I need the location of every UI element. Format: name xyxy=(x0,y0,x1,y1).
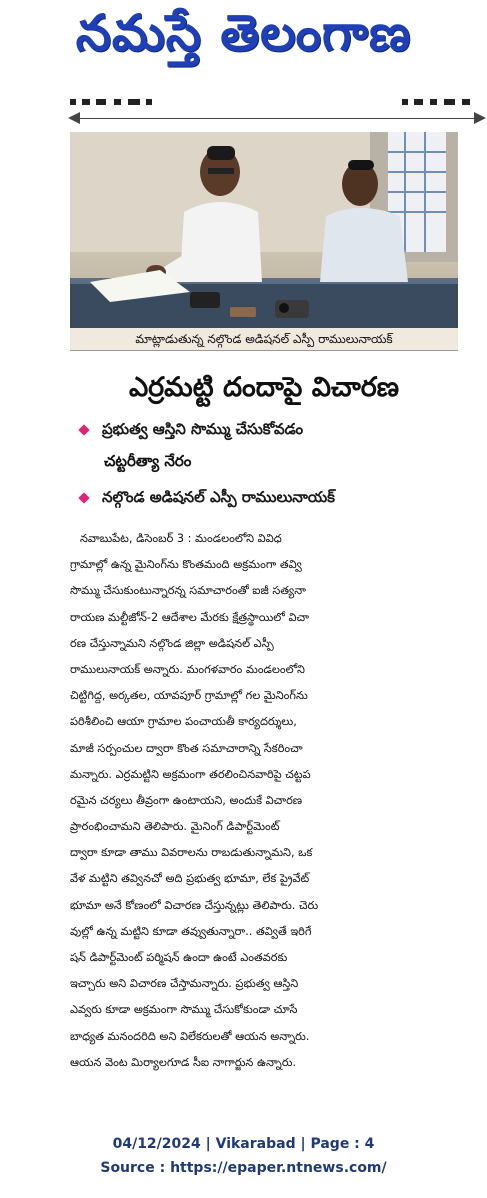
body-line: ప్రారంభించామని తెలిపారు. మైనింగ్ డిపార్ట్‌మెంట్ xyxy=(70,820,280,834)
body-line: ఎవ్వరు కూడా అక్రమంగా సొమ్ము చేసుకోకుండా చూసే xyxy=(70,1003,298,1017)
dateline: 04/12/2024 | Vikarabad | Page : 4 xyxy=(112,1136,375,1152)
body-line: రమైన చర్యలు తీవ్రంగా ఉంటాయని, అందుకే విచారణ xyxy=(70,793,303,807)
body-line: చిట్టిగిద్ద, అర్కతల, యావపూర్ గ్రామాల్లో గల మైనింగ్‌ను xyxy=(70,689,308,703)
subhead-bullet-1-continuation: చట్టరీత్యా నేరం xyxy=(104,452,192,470)
diamond-bullet-icon xyxy=(78,492,89,503)
body-line: నవాబుపేట, డిసెంబర్ 3 : మండలంలోని వివిధ xyxy=(80,532,282,545)
body-line: రాములునాయక్ అన్నారు. మంగళవారం మండలంలోని xyxy=(70,662,305,676)
subhead-bullet-1 xyxy=(80,420,470,442)
article-headline: ఎర్రమట్టి దందాపై విచారణ xyxy=(128,372,400,403)
body-line: వుల్లో ఉన్న మట్టిని కూడా తవ్వుతున్నారా.. తవ్వితే ఇరిగే xyxy=(70,924,312,938)
subhead-text: నల్గొండ అడిషనల్ ఎస్పీ రాములునాయక్ xyxy=(102,488,335,506)
body-line: బాధ్యత మనందరిది అని విలేకరులతో ఆయన అన్నారు. xyxy=(70,1029,310,1043)
footer xyxy=(0,1132,487,1180)
arrow-left-icon xyxy=(68,112,80,124)
body-line: షన్ డిపార్ట్‌మెంట్ పర్మిషన్ ఉందా ఉంటే ఎంతవరకు xyxy=(70,951,288,964)
photo-caption: మాట్లాడుతున్న నల్గొండ అడిషనల్ ఎస్పీ రాములునాయక్ xyxy=(70,328,458,351)
photo-illustration xyxy=(70,132,458,328)
column-rule xyxy=(70,118,482,119)
diamond-bullet-icon xyxy=(78,424,89,435)
newspaper-title: నమస్తే తెలంగాణ xyxy=(75,3,412,62)
torn-text-edge xyxy=(66,95,486,107)
body-line: పరిశీలించి ఆయా గ్రామాల పంచాయతీ కార్యదర్శులు, xyxy=(70,715,297,729)
source-line: Source : https://epaper.ntnews.com/ xyxy=(100,1160,387,1176)
body-line: భూమా అనే కోణంలో విచారణ చేస్తున్నట్లు తెలిపారు. చెరు xyxy=(70,898,319,912)
body-line: మాజీ సర్పంచుల ద్వారా కొంత సమాచారాన్ని సేకరించా xyxy=(70,741,303,755)
body-line: సొమ్ము చేసుకుంటున్నారన్న సమాచారంతో ఐజీ సత్యనా xyxy=(70,584,306,598)
article-body xyxy=(70,526,458,1076)
news-photo xyxy=(70,132,458,328)
masthead xyxy=(0,0,487,78)
body-line: మన్నారు. ఎర్రమట్టిని అక్రమంగా తరలించినవారిపై చట్టప xyxy=(70,767,311,781)
clipping-top-edge xyxy=(66,92,486,104)
body-line: ద్వారా కూడా తాము వివరాలను రాబడుతున్నామని, ఒక xyxy=(70,846,313,860)
body-line: ఆయన వెంట మిర్యాలగూడ సీఐ నాగార్జున ఉన్నారు. xyxy=(70,1055,297,1069)
body-line: ఇచ్చారు అని విచారణ చేస్తామన్నారు. ప్రభుత్వ ఆస్తిని xyxy=(70,977,299,991)
body-line: రాయణ మల్టీజోన్-2 ఆదేశాల మేరకు క్షేత్రస్థాయిలో విచా xyxy=(70,610,309,624)
subhead-text: ప్రభుత్వ ఆస్తిని సొమ్ము చేసుకోవడం xyxy=(102,420,304,438)
body-line: వేళ మట్టిని తవ్వినచో అది ప్రభుత్వ భూమా, లేక ప్రైవేట్ xyxy=(70,872,310,886)
body-line: రణ చేస్తున్నామని నల్గొండ జిల్లా అడిషనల్ ఎస్పీ xyxy=(70,636,274,650)
subhead-bullet-2 xyxy=(80,488,470,510)
arrow-right-icon xyxy=(474,112,486,124)
body-line: గ్రామాల్లో ఉన్న మైనింగ్‌ను కొంతమంది అక్రమంగా తవ్వి xyxy=(70,558,302,572)
